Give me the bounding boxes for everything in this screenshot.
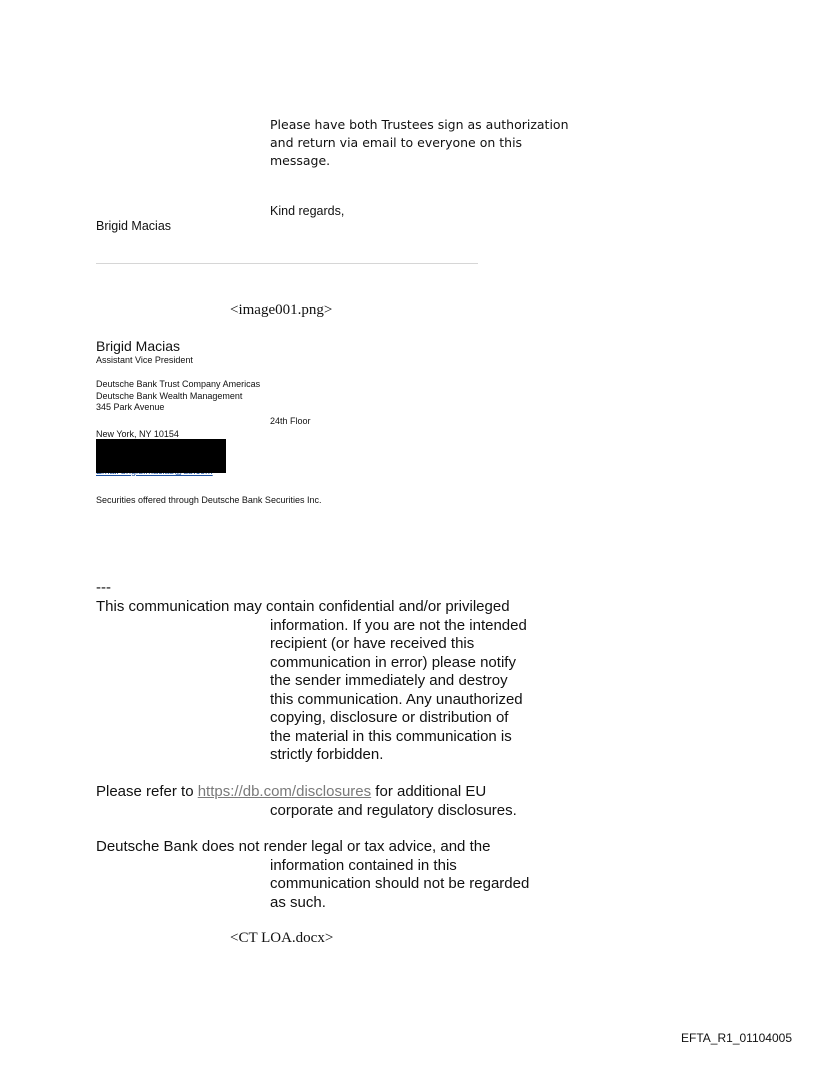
confidential-line: strictly forbidden. — [270, 746, 384, 763]
image-attachment-placeholder: <image001.png> — [230, 302, 333, 318]
advice-first-line: Deutsche Bank does not render legal or tax advice, and the — [96, 838, 491, 855]
closing-text: Kind regards, — [270, 204, 345, 218]
sender-name: Brigid Macias — [96, 219, 172, 233]
confidentiality-disclaimer — [96, 598, 556, 765]
confidential-line: this communication. Any unauthorized — [270, 690, 523, 708]
divider-line — [96, 263, 478, 264]
confidential-line: copying, disclosure or distribution of — [270, 709, 509, 726]
confidential-line: recipient (or have received this — [270, 635, 475, 652]
signature-company-2: Deutsche Bank Wealth Management — [96, 390, 243, 401]
advice-line: information contained in this — [270, 856, 457, 874]
advice-line: as such. — [270, 893, 326, 911]
document-id: EFTA_R1_01104005 — [681, 1031, 792, 1045]
signature-company-1: Deutsche Bank Trust Company Americas — [96, 379, 261, 389]
securities-note: Securities offered through Deutsche Bank Securities Inc. — [96, 495, 322, 505]
advice-disclaimer — [96, 838, 556, 912]
confidential-first-line: This communication may contain confidential and/or privileged — [96, 598, 510, 615]
signature-city: New York, NY 10154 — [96, 429, 179, 439]
disclosures-second-line: corporate and regulatory disclosures. — [270, 801, 517, 819]
refer-prefix: Please refer to — [96, 783, 198, 800]
signature-name: Brigid Macias — [96, 338, 181, 354]
refer-suffix: for additional EU — [371, 783, 487, 800]
signature-title: Assistant Vice President — [96, 355, 193, 365]
confidential-line: information. If you are not the intended — [270, 616, 527, 634]
signature-company-block — [96, 379, 260, 414]
confidential-line: the material in this communication is — [270, 727, 512, 745]
signature-floor: 24th Floor — [270, 416, 311, 426]
disclaimer-separator: --- — [96, 579, 111, 596]
disclosures-paragraph — [96, 783, 556, 820]
disclosures-first-line — [96, 783, 556, 802]
confidential-line: communication in error) please notify — [270, 653, 516, 671]
redaction-block — [96, 439, 226, 473]
intro-message: Please have both Trustees sign as authorization and return via email to everyone on this message. — [270, 117, 569, 168]
confidential-line: the sender immediately and destroy — [270, 672, 508, 689]
docx-attachment-placeholder: <CT LOA.docx> — [230, 930, 334, 946]
disclosures-link[interactable]: https://db.com/disclosures — [197, 783, 372, 800]
advice-line: communication should not be regarded — [270, 875, 530, 892]
signature-street: 345 Park Avenue — [96, 402, 165, 412]
